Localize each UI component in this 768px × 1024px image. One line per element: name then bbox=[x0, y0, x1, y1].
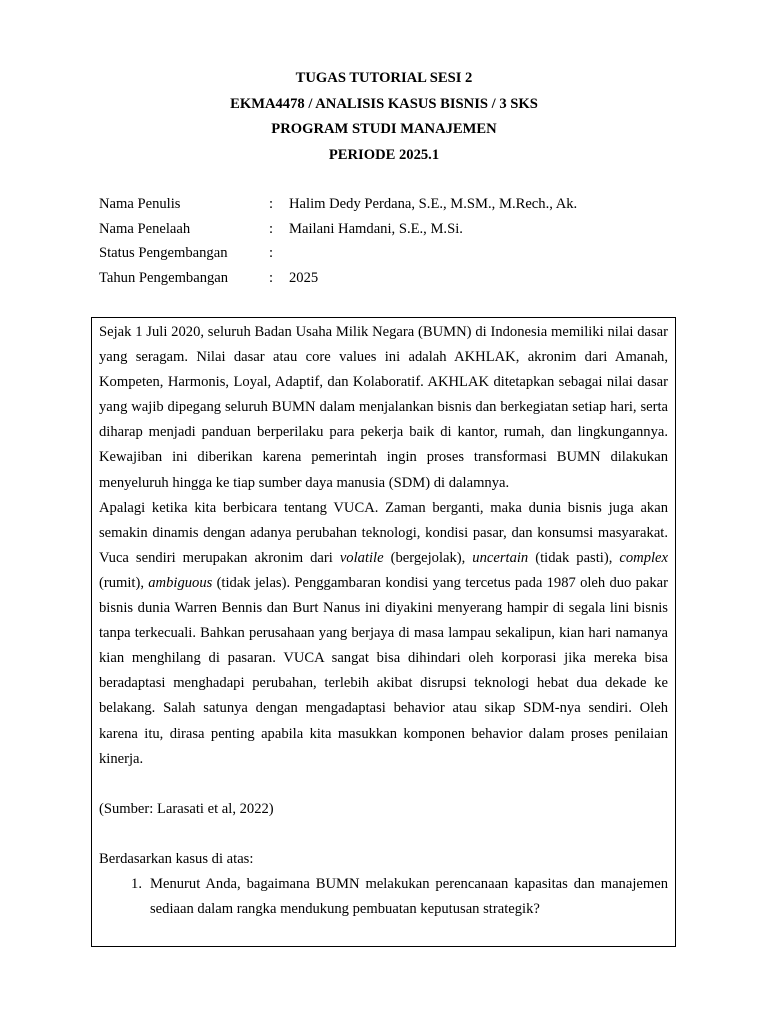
meta-value bbox=[289, 241, 699, 266]
question-list bbox=[99, 872, 668, 922]
meta-label: Nama Penelaah bbox=[99, 220, 191, 237]
header-period: PERIODE 2025.1 bbox=[328, 146, 440, 163]
question-text: Menurut Anda, bagaimana BUMN melakukan perencanaan kapasitas dan manajemen sediaan dalam rangka mendukung pembuatan keputusan strategik? bbox=[150, 876, 668, 918]
meta-colon: : bbox=[269, 269, 274, 286]
meta-row-status bbox=[99, 241, 699, 266]
spacer bbox=[99, 772, 668, 797]
meta-colon: : bbox=[269, 220, 274, 237]
p2-text-e: (tidak jelas). Penggambaran kondisi yang tercetus pada 1987 oleh duo pakar bisnis dunia Warren Bennis dan Burt Nanus ini diyakini menyerang hampir di segala lini bisnis tanpa terkecuali. Bahkan perusahaan yang berjaya di masa lampau sekalipun, kian hari namanya kian menghilang di pasaran. VUCA sangat bisa dihindari oleh korporasi jika mereka bisa beradaptasi menghadapi perubahan, terlebih akibat disrupsi teknologi hebat dua dekade ke belakang. Salah satunya dengan mengadaptasi behavior atau sikap SDM-nya sendiri. Oleh karena itu, dirasa penting apabila kita masukkan komponen behavior dalam proses penilaian kinerja. bbox=[99, 574, 669, 767]
meta-row-penelaah bbox=[99, 217, 699, 242]
meta-label: Nama Penulis bbox=[99, 196, 181, 212]
meta-value: Halim Dedy Perdana, S.E., M.SM., M.Rech., Ak. bbox=[289, 196, 578, 212]
p2-term-complex: complex bbox=[619, 549, 668, 566]
case-paragraph-1: Sejak 1 Juli 2020, seluruh Badan Usaha Milik Negara (BUMN) di Indonesia memiliki nilai dasar yang seragam. Nilai dasar atau core values ini adalah AKHLAK, akronim dari Amanah, Kompeten, Harmonis, Loyal, Adaptif, dan Kolaboratif. AKHLAK ditetapkan sebagai nilai dasar yang wajib dipegang seluruh BUMN dalam menjalankan bisnis dan berkegiatan setiap hari, serta diharap menjadi panduan berperilaku para pekerja baik di kantor, rumah, dan lingkungannya. Kewajiban ini diberikan karena pemerintah ingin proses transformasi BUMN dilakukan menyeluruh hingga ke tiap sumber daya manusia (SDM) di dalamnya. bbox=[99, 324, 668, 491]
meta-value: 2025 bbox=[289, 269, 319, 286]
header-title: TUGAS TUTORIAL SESI 2 bbox=[295, 70, 473, 86]
header-program: PROGRAM STUDI MANAJEMEN bbox=[271, 121, 497, 137]
question-number: 1. bbox=[131, 876, 142, 893]
meta-colon: : bbox=[269, 196, 274, 212]
p2-text-b: (bergejolak), bbox=[383, 549, 473, 566]
p2-text-a: Apalagi ketika kita berbicara tentang VUCA. Zaman berganti, maka dunia bisnis juga akan semakin dinamis dengan adanya perubahan teknologi, kondisi pasar, dan konsumsi masyarakat. Vuca sendiri merupakan akronim dari bbox=[99, 499, 668, 566]
meta-row-penulis bbox=[99, 192, 699, 217]
case-source: (Sumber: Larasati et al, 2022) bbox=[99, 800, 274, 817]
p2-term-volatile: volatile bbox=[339, 549, 384, 566]
metadata-table bbox=[99, 192, 699, 290]
document-header bbox=[0, 66, 768, 168]
p2-text-d: (rumit), bbox=[99, 574, 149, 591]
question-item bbox=[99, 872, 668, 922]
spacer bbox=[99, 822, 668, 847]
meta-value: Mailani Hamdani, S.E., M.Si. bbox=[289, 220, 463, 237]
header-course: EKMA4478 / ANALISIS KASUS BISNIS / 3 SKS bbox=[230, 95, 538, 112]
meta-colon: : bbox=[269, 245, 274, 261]
question-intro: Berdasarkan kasus di atas: bbox=[99, 850, 254, 867]
case-box bbox=[91, 317, 676, 947]
meta-row-tahun bbox=[99, 266, 699, 291]
p2-term-ambiguous: ambiguous bbox=[148, 574, 213, 591]
case-paragraph-2 bbox=[99, 496, 668, 772]
p2-text-c: (tidak pasti), bbox=[528, 549, 620, 566]
meta-label: Status Pengembangan bbox=[99, 245, 228, 261]
p2-term-uncertain: uncertain bbox=[472, 549, 529, 566]
meta-label: Tahun Pengembangan bbox=[99, 269, 229, 286]
